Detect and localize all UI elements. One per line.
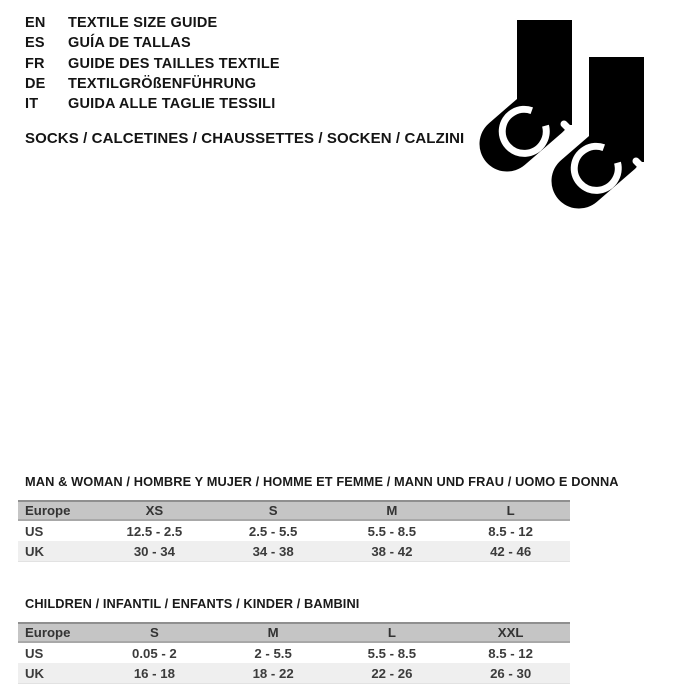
- value-cell: 2 - 5.5: [254, 645, 292, 661]
- region-cell: US: [25, 523, 44, 539]
- header-cell-region: Europe: [18, 501, 95, 520]
- value-cell: 18 - 22: [252, 665, 294, 681]
- language-title: GUIDA ALLE TAGLIE TESSILI: [68, 96, 276, 113]
- header-cell-region: Europe: [18, 623, 95, 642]
- header-cell-size: S: [95, 623, 214, 642]
- region-cell: UK: [25, 665, 45, 681]
- header-cell-size: XS: [95, 501, 214, 520]
- language-code: EN: [25, 15, 46, 31]
- table-row-uk: [18, 541, 570, 562]
- sock-back: [502, 20, 581, 153]
- value-cell: 0.05 - 2: [132, 645, 177, 661]
- header-cell-size: M: [333, 501, 452, 520]
- value-cell: 2.5 - 5.5: [248, 523, 298, 539]
- header-row: [18, 623, 570, 642]
- language-row-en: [25, 13, 280, 33]
- region-cell: UK: [25, 543, 45, 559]
- table-section-children: [18, 596, 570, 684]
- table-row-us: [18, 520, 570, 541]
- value-cell: 30 - 34: [133, 543, 175, 559]
- size-table-children: [18, 622, 570, 684]
- language-title: TEXTILGRÖßENFÜHRUNG: [68, 75, 257, 92]
- language-row-it: [25, 94, 280, 114]
- header-cell-size: M: [214, 623, 333, 642]
- value-cell: 5.5 - 8.5: [367, 523, 417, 539]
- header-cell-size: XXL: [451, 623, 570, 642]
- language-code: DE: [25, 75, 46, 92]
- table-row-uk: [18, 663, 570, 684]
- language-code: IT: [25, 96, 39, 113]
- language-code: ES: [25, 35, 45, 52]
- socks-icon: [477, 20, 657, 215]
- language-row-es: [25, 33, 280, 53]
- table-section-man-woman: [18, 474, 619, 562]
- category-line: SOCKS / CALCETINES / CHAUSSETTES / SOCKEN / CALZINI: [25, 130, 465, 147]
- value-cell: 38 - 42: [371, 543, 413, 559]
- language-list: [25, 13, 280, 114]
- language-title: TEXTILE SIZE GUIDE: [68, 15, 218, 31]
- language-code: FR: [25, 55, 45, 72]
- value-cell: 42 - 46: [490, 543, 532, 559]
- value-cell: 12.5 - 2.5: [126, 523, 183, 539]
- header-row: [18, 501, 570, 520]
- value-cell: 5.5 - 8.5: [367, 645, 417, 661]
- sock-front: [574, 51, 653, 190]
- language-row-fr: [25, 54, 280, 74]
- value-cell: 8.5 - 12: [488, 523, 533, 539]
- table-row-us: [18, 642, 570, 663]
- value-cell: 16 - 18: [133, 665, 175, 681]
- header-cell-size: L: [451, 501, 570, 520]
- table-title-man-woman: MAN & WOMAN / HOMBRE Y MUJER / HOMME ET FEMME / MANN UND FRAU / UOMO E DONNA: [25, 474, 619, 489]
- language-row-de: [25, 74, 280, 94]
- table-title-children: CHILDREN / INFANTIL / ENFANTS / KINDER / BAMBINI: [25, 596, 360, 611]
- value-cell: 34 - 38: [252, 543, 294, 559]
- language-title: GUÍA DE TALLAS: [68, 35, 191, 52]
- value-cell: 8.5 - 12: [488, 645, 533, 661]
- value-cell: 22 - 26: [371, 665, 413, 681]
- language-title: GUIDE DES TAILLES TEXTILE: [68, 55, 280, 72]
- region-cell: US: [25, 645, 44, 661]
- value-cell: 26 - 30: [490, 665, 532, 681]
- header-cell-size: L: [333, 623, 452, 642]
- header-cell-size: S: [214, 501, 333, 520]
- size-table-man-woman: [18, 500, 570, 562]
